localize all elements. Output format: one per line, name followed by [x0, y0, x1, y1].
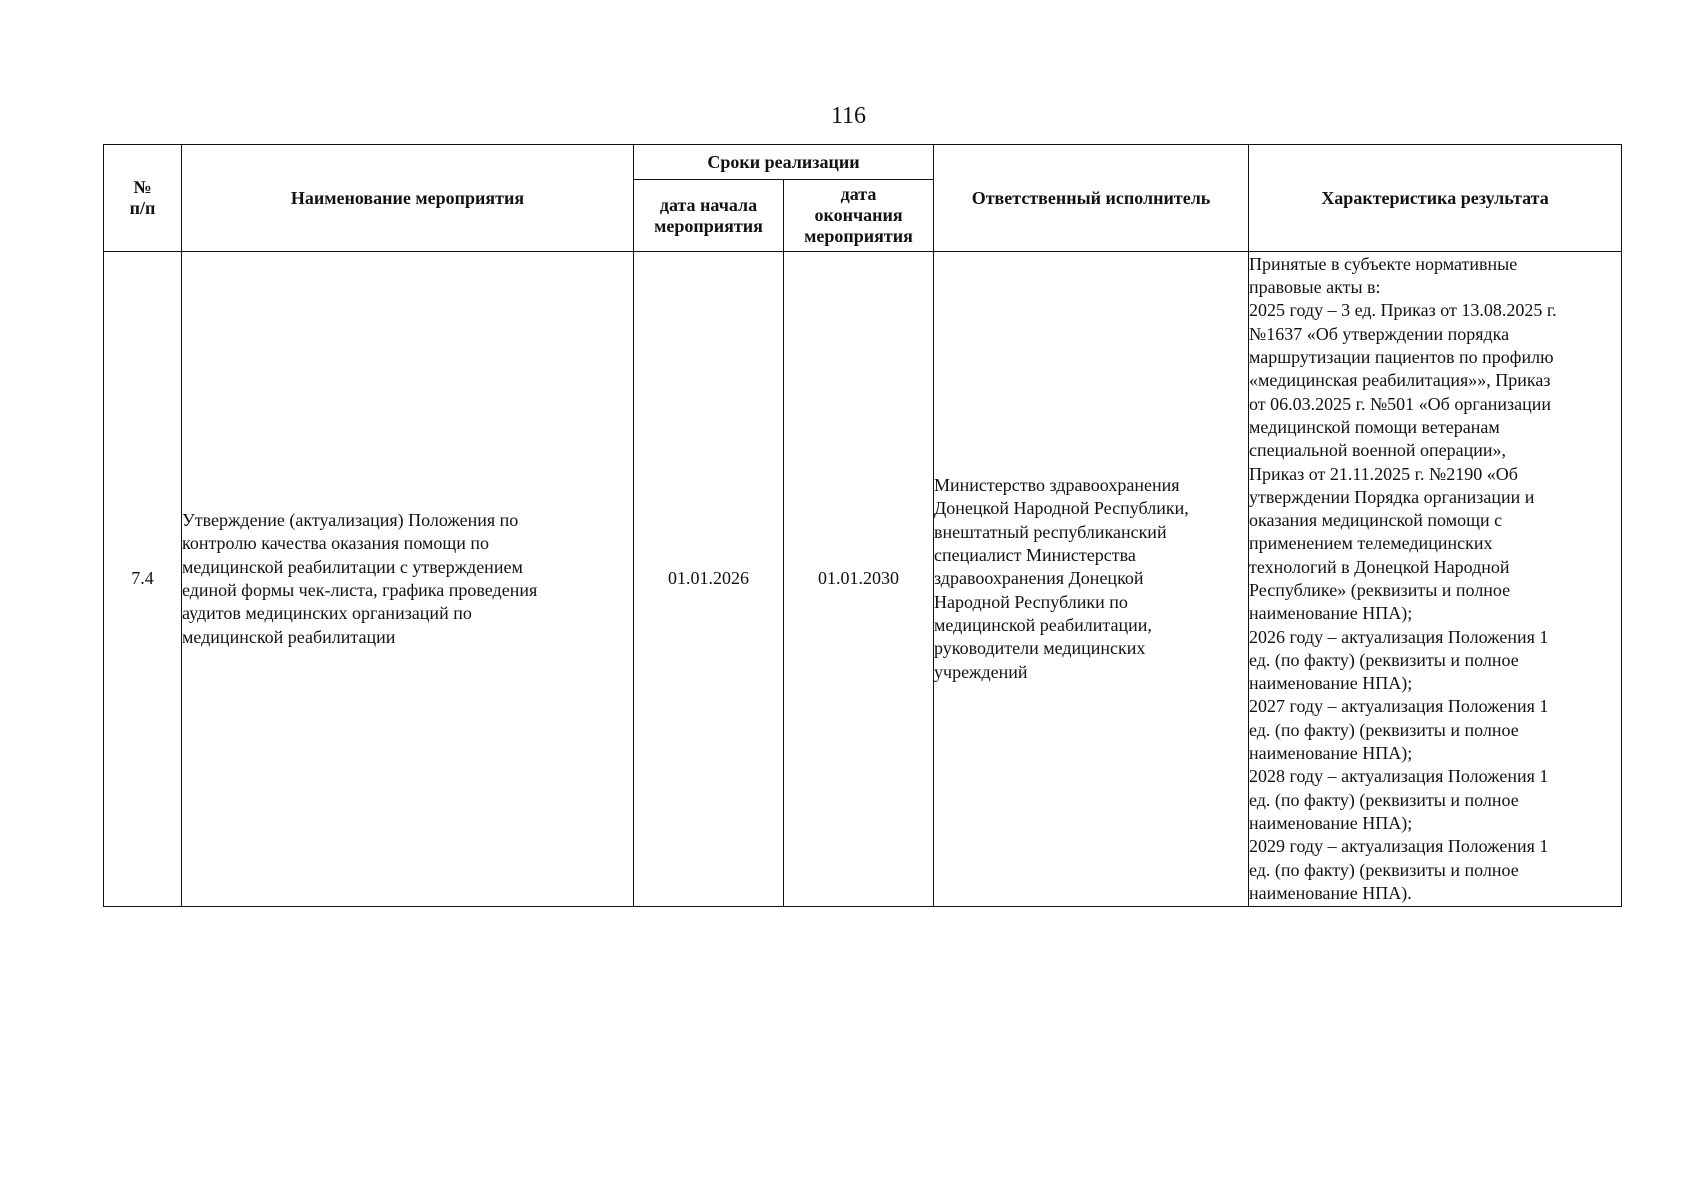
result-description-line: ед. (по факту) (реквизиты и полное	[1249, 649, 1519, 670]
header-responsible: Ответственный исполнитель	[934, 145, 1249, 252]
header-end-date-line-3: мероприятия	[804, 226, 913, 246]
result-description-line: 2025 году – 3 ед. Приказ от 13.08.2025 г.	[1249, 300, 1557, 321]
header-number-line-1: №	[133, 177, 152, 197]
responsible-executor-line: Донецкой Народной Республики,	[934, 498, 1189, 519]
result-description-line: 2027 году – актуализация Положения 1	[1249, 696, 1549, 717]
measure-name-line: Утверждение (актуализация) Положения по	[182, 510, 519, 531]
result-description-line: Республике» (реквизиты и полное	[1249, 580, 1511, 600]
header-period: Сроки реализации	[634, 145, 934, 180]
result-description-line: от 06.03.2025 г. №501 «Об организации	[1249, 393, 1551, 414]
end-date: 01.01.2030	[784, 252, 934, 907]
result-description-line: маршрутизации пациентов по профилю	[1249, 347, 1554, 368]
measure-name	[182, 252, 634, 907]
result-description-line: медицинской помощи ветеранам	[1249, 416, 1500, 437]
result-description-line: 2028 году – актуализация Положения 1	[1249, 766, 1549, 787]
result-description-line: ед. (по факту) (реквизиты и полное	[1249, 789, 1519, 810]
responsible-executor-line: учреждений	[934, 661, 1028, 682]
start-date: 01.01.2026	[634, 252, 784, 907]
result-description-line: 2026 году – актуализация Положения 1	[1249, 626, 1549, 647]
result-description-line: Принятые в субъекте нормативные	[1249, 253, 1518, 274]
result-description-line: наименование НПА);	[1249, 673, 1413, 694]
result-description-line: №1637 «Об утверждении порядка	[1249, 323, 1510, 344]
result-description-line: применением телемедицинских	[1249, 533, 1493, 554]
result-description-line: специальной военной операции»,	[1249, 440, 1506, 461]
page-number: 116	[830, 103, 867, 129]
responsible-executor-line: внештатный республиканский	[934, 521, 1167, 542]
measure-name-line: аудитов медицинских организаций по	[182, 603, 472, 624]
header-result: Характеристика результата	[1249, 145, 1622, 252]
result-description-line: ед. (по факту) (реквизиты и полное	[1249, 719, 1519, 740]
result-description-line: наименование НПА);	[1249, 743, 1413, 764]
result-description-line: оказания медицинской помощи с	[1249, 510, 1503, 531]
header-name: Наименование мероприятия	[182, 145, 634, 252]
measure-name-line: медицинской реабилитации с утверждением	[182, 556, 523, 577]
responsible-executor-line: Народной Республики по	[934, 591, 1128, 612]
result-description-line: 2029 году – актуализация Положения 1	[1249, 836, 1549, 857]
result-description-line: наименование НПА);	[1249, 603, 1413, 624]
result-description-line: утверждении Порядка организации и	[1249, 486, 1535, 507]
header-start-date	[634, 180, 784, 252]
header-end-date-line-2: окончания	[814, 205, 903, 225]
table-row	[104, 252, 1622, 907]
result-description-line: ед. (по факту) (реквизиты и полное	[1249, 859, 1519, 880]
result-description-line: правовые акты в:	[1249, 277, 1381, 298]
result-description-line: «медицинская реабилитация»», Приказ	[1249, 370, 1551, 391]
header-end-date-line-1: дата	[840, 184, 877, 204]
measure-name-line: контролю качества оказания помощи по	[182, 533, 489, 554]
result-description-line: Приказ от 21.11.2025 г. №2190 «Об	[1249, 463, 1518, 484]
measure-name-line: медицинской реабилитации	[182, 626, 396, 647]
measures-table	[103, 144, 1622, 907]
responsible-executor-line: руководители медицинских	[934, 638, 1146, 659]
responsible-executor	[934, 252, 1249, 907]
result-description-line: наименование НПА);	[1249, 812, 1413, 833]
row-number: 7.4	[104, 252, 182, 907]
header-end-date	[784, 180, 934, 252]
result-description	[1249, 252, 1622, 907]
header-number-line-2: п/п	[129, 198, 156, 218]
responsible-executor-line: здравоохранения Донецкой	[934, 568, 1144, 589]
header-start-date-line-1: дата начала	[659, 194, 758, 215]
result-description-line: наименование НПА).	[1249, 882, 1412, 903]
responsible-executor-line: Министерство здравоохранения	[934, 475, 1180, 496]
header-start-date-line-2: мероприятия	[654, 215, 763, 236]
responsible-executor-line: медицинской реабилитации,	[934, 614, 1152, 635]
measure-name-line: единой формы чек-листа, графика проведения	[182, 580, 538, 600]
responsible-executor-line: специалист Министерства	[934, 545, 1136, 566]
result-description-line: технологий в Донецкой Народной	[1249, 556, 1510, 577]
header-number	[104, 145, 182, 252]
